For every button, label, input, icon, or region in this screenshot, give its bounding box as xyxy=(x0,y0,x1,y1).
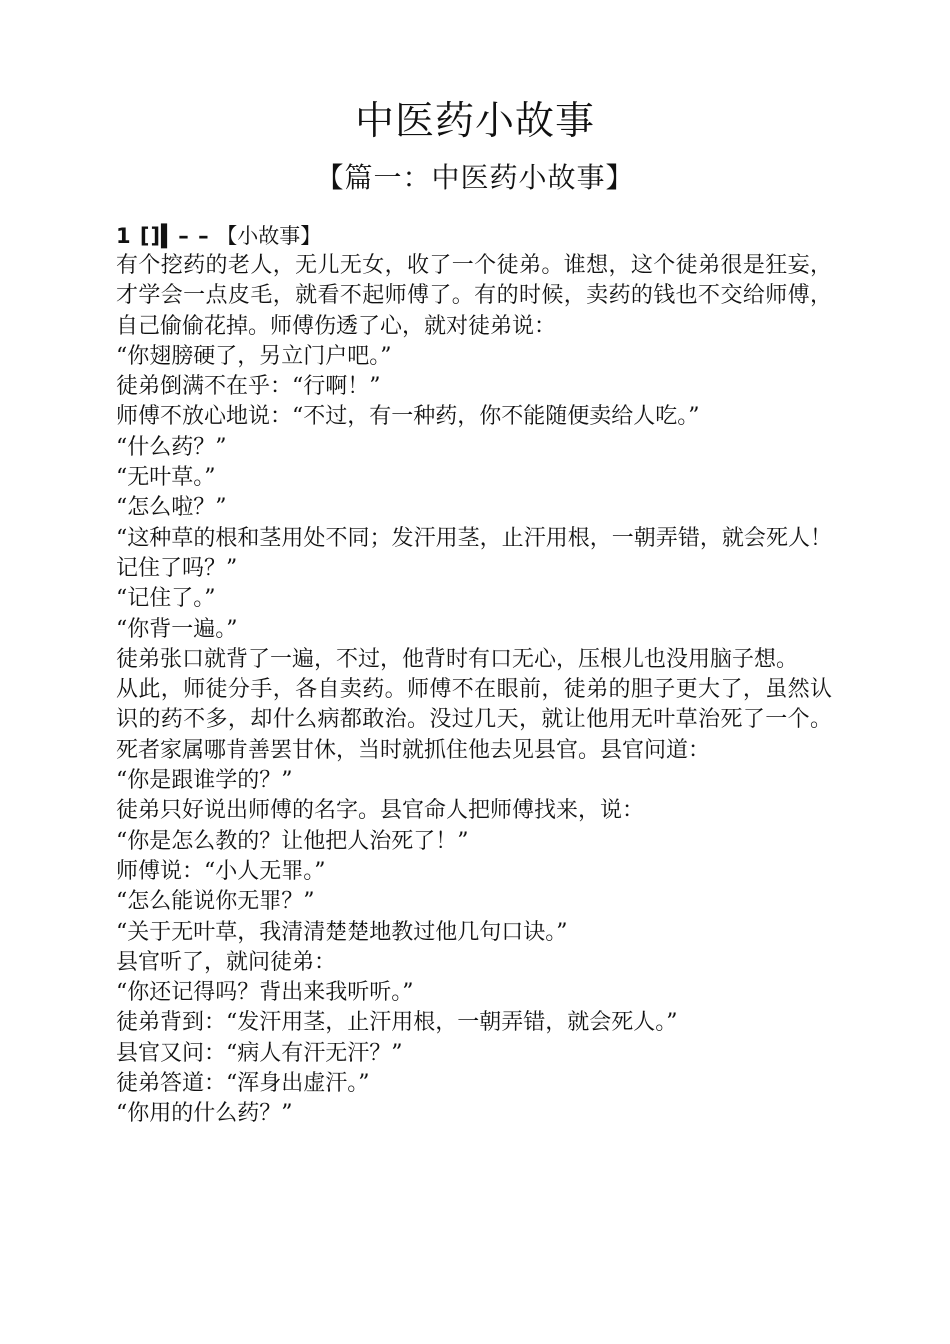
paragraph: 徒弟倒满不在乎：“行啊！” xyxy=(116,374,381,400)
paragraph: “怎么能说你无罪？” xyxy=(116,889,315,915)
section-heading-marker: 1 []▍– – xyxy=(116,224,210,248)
document-body xyxy=(116,222,832,1130)
paragraph: 县官听了，就问徒弟： xyxy=(116,949,337,975)
paragraph: 从此，师徒分手，各自卖药。师傅不在眼前，徒弟的胆子更大了，虽然认识的药不多，却什么病都敢治。没过几天，就让他用无叶草治死了一个。死者家属哪肯善罢甘休，当时就抓住他去见县官。县官问道： xyxy=(116,677,832,763)
paragraph: 徒弟只好说出师傅的名字。县官命人把师傅找来，说： xyxy=(116,798,645,824)
paragraph: 徒弟背到：“发汗用茎，止汗用根，一朝弄错，就会死人。” xyxy=(116,1010,678,1036)
paragraph: “你翅膀硬了，另立门户吧。” xyxy=(116,343,392,369)
paragraph: “你背一遍。” xyxy=(116,616,238,642)
paragraph: “关于无叶草，我清清楚楚地教过他几句口诀。” xyxy=(116,919,568,945)
section-heading xyxy=(116,222,832,251)
paragraph: “记住了。” xyxy=(116,586,216,612)
paragraph: “什么药？” xyxy=(116,434,227,460)
paragraph: “你用的什么药？” xyxy=(116,1101,293,1127)
paragraph: 有个挖药的老人，无儿无女，收了一个徒弟。谁想，这个徒弟很是狂妄，才学会一点皮毛，就看不起师傅了。有的时候，卖药的钱也不交给师傅，自己偷偷花掉。师傅伤透了心，就对徒弟说： xyxy=(116,253,832,339)
paragraph: “你还记得吗？背出来我听听。” xyxy=(116,980,414,1006)
paragraph: 徒弟答道：“浑身出虚汗。” xyxy=(116,1071,370,1097)
paragraph: 县官又问：“病人有汗无汗？” xyxy=(116,1040,403,1066)
section-heading-label: 【小故事】 xyxy=(216,224,322,248)
page-title: 中医药小故事 xyxy=(354,99,595,144)
paragraph: “无叶草。” xyxy=(116,465,216,491)
paragraph: 师傅不放心地说：“不过，有一种药，你不能随便卖给人吃。” xyxy=(116,404,700,430)
paragraph: “怎么啦？” xyxy=(116,495,227,521)
page-subtitle: 【篇一：中医药小故事】 xyxy=(315,161,635,194)
paragraph: 师傅说：“小人无罪。” xyxy=(116,858,326,884)
paragraph: “这种草的根和茎用处不同；发汗用茎，止汗用根，一朝弄错，就会死人！记住了吗？” xyxy=(116,525,832,581)
paragraph: “你是怎么教的？让他把人治死了！” xyxy=(116,828,469,854)
paragraph: “你是跟谁学的？” xyxy=(116,768,293,794)
paragraph: 徒弟张口就背了一遍，不过，他背时有口无心，压根儿也没用脑子想。 xyxy=(116,646,799,672)
